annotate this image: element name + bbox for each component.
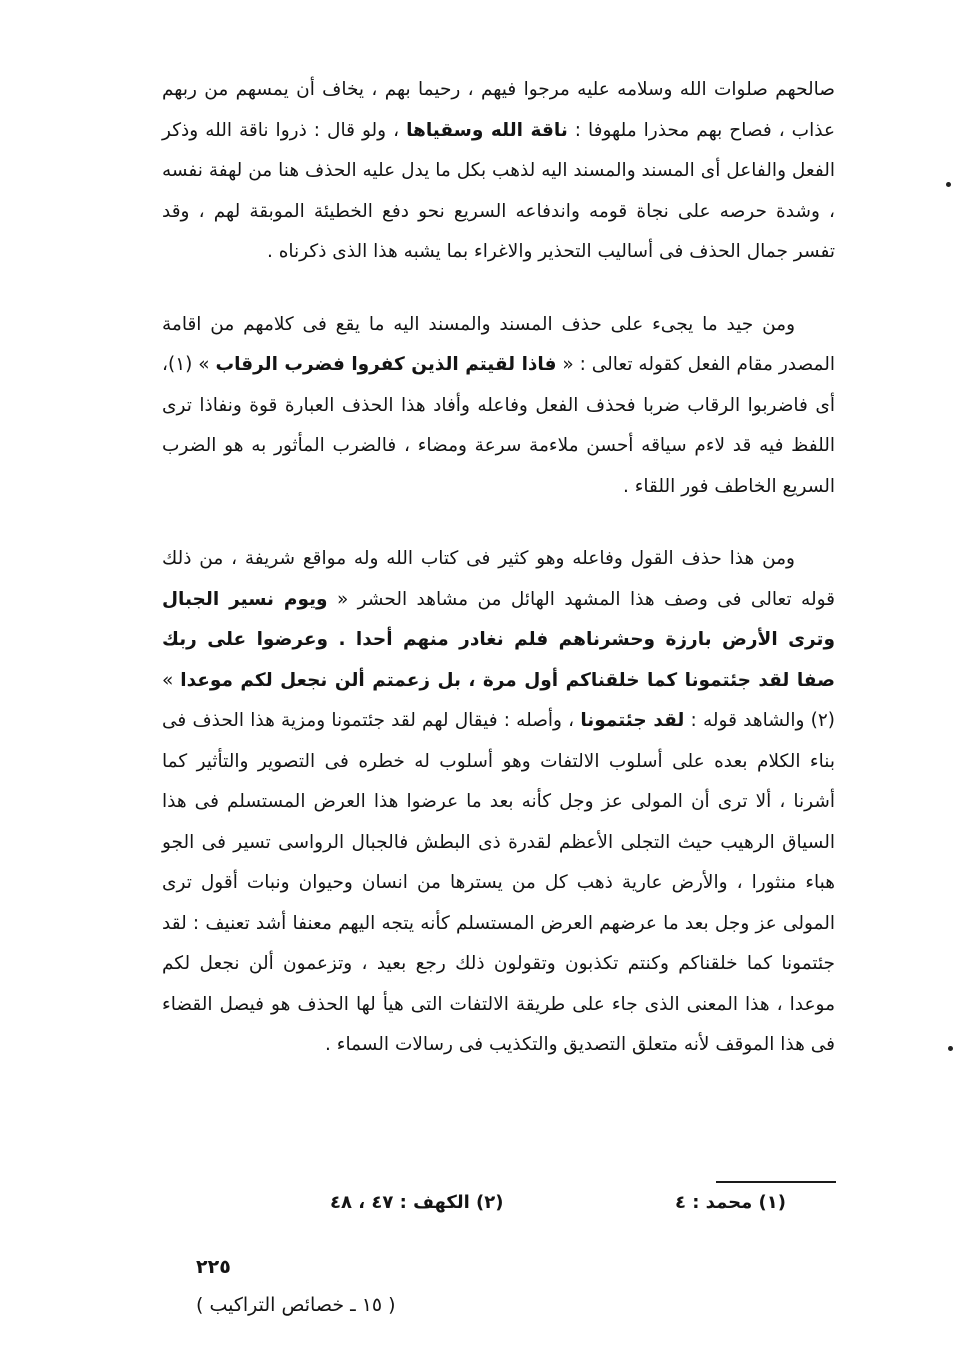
page-number: ٢٢٥ xyxy=(196,1256,231,1278)
paragraph-2 xyxy=(162,305,835,508)
paragraph-2-text-c: » (١)، أى فاضربوا الرقاب ضربا فحذف الفعل وفاعله وأفاد هذا الحذف العبارة قوة ونفاذا ترى اللفظ فيه قد لاءم سياقه أحسن ملاءمة سرعة ومضاء ، فالضرب المأثور به هو الضرب السريع الخاطف فور اللقاء . xyxy=(162,354,835,497)
printer-signature: ( ١٥ ـ خصائص التراكيب ) xyxy=(196,1294,396,1316)
paragraph-3-text-c: » (٢) والشاهد قوله : xyxy=(162,669,835,731)
quote-wa-yawma-nusayyir: ويوم نسير الجبال وترى الأرض بارزة وحشرناهم فلم نغادر منهم أحدا . وعرضوا على ربك صفا لقد جئتمونا كما خلقناكم أول مرة ، بل زعمتم ألن نجعل لكم موعدا xyxy=(162,588,835,691)
margin-mark xyxy=(948,1046,953,1051)
footnote-1: (١) محمد : ٤ xyxy=(674,1192,786,1213)
quote-fadarb-alriqab: فاذا لقيتم الذين كفروا فضرب الرقاب xyxy=(215,354,557,375)
paragraph-3 xyxy=(162,539,835,1066)
paragraph-1 xyxy=(162,70,835,273)
paragraph-1-text-c: ، ولو قال : ذروا ناقة الله وذكر الفعل والفاعل أى المسند والمسند اليه لذهب بكل ما يدل عليه الحذف هنا من لهفة نفسه ، وشدة حرصه على نجاة قومه واندفاعه السريع نحو دفع الخطيئة الموبقة لهم ، وقد تفسر جمال الحذف فى أساليب التحذير والاغراء بما يشبه هذا الذى ذكرناه . xyxy=(162,119,835,262)
footnotes xyxy=(330,1192,786,1222)
margin-mark xyxy=(946,182,951,187)
footnote-2: (٢) الكهف : ٤٧ ، ٤٨ xyxy=(330,1192,504,1213)
paragraph-3-text-d: ، وأصله : فيقال لهم لقد جئتمونا ومزية هذا الحذف فى بناء الكلام بعده على أسلوب الالتفات وهو أسلوب له خطره فى التصوير والتأثير كما أشرنا ، ألا ترى أن المولى عز وجل كأنه بعد ما عرضوا هذا العرض المستسلم فى هذا السياق الرهيب حيث التجلى الأعظم لقدرة ذى البطش فالجبال الرواسى تسير فى الجو هباء منثورا ، والأرض عارية ذهب كل من يسترها من انسان وحيوان ونبات أقول ترى المولى عز وجل بعد ما عرضهم العرض المستسلم كأنه يتجه اليهم معنفا أشد تعنيف : لقد جئتمونا كما خلقناكم وكنتم تكذبون وتقولون ذلك رجع بعيد ، وتزعمون ألن نجعل لكم موعدا ، هذا المعنى الذى جاء على طريقة الالتفات التى هيأ لها الحذف هو فيصل القضاء فى هذا الموقف لأنه متعلق التصديق والتكذيب فى رسالات السماء . xyxy=(162,710,835,1055)
quote-naqat-allah: ناقة الله وسقياها xyxy=(406,119,568,141)
quote-laqad-jitumuna: لقد جئتمونا xyxy=(580,710,685,731)
footnote-divider xyxy=(716,1181,836,1183)
paragraph-2-text-a: ومن جيد ما يجىء على حذف المسند والمسند اليه ما يقع فى كلامهم من اقامة المصدر مقام الفعل كقوله تعالى : « xyxy=(162,313,835,375)
paragraph-1-text-a: صالحهم صلوات الله وسلامه عليه مرجوا فيهم ، رحيما بهم ، يخاف أن يمسهم من ربهم عذاب ، فصاح بهم محذرا ملهوفا : xyxy=(162,79,835,141)
paragraph-3-text-a: ومن هذا حذف القول وفاعله وهو كثير فى كتاب الله وله مواقع شريفة ، من ذلك قوله تعالى فى وصف هذا المشهد الهائل من مشاهد الحشر « xyxy=(162,548,835,610)
body-text xyxy=(162,70,835,1066)
